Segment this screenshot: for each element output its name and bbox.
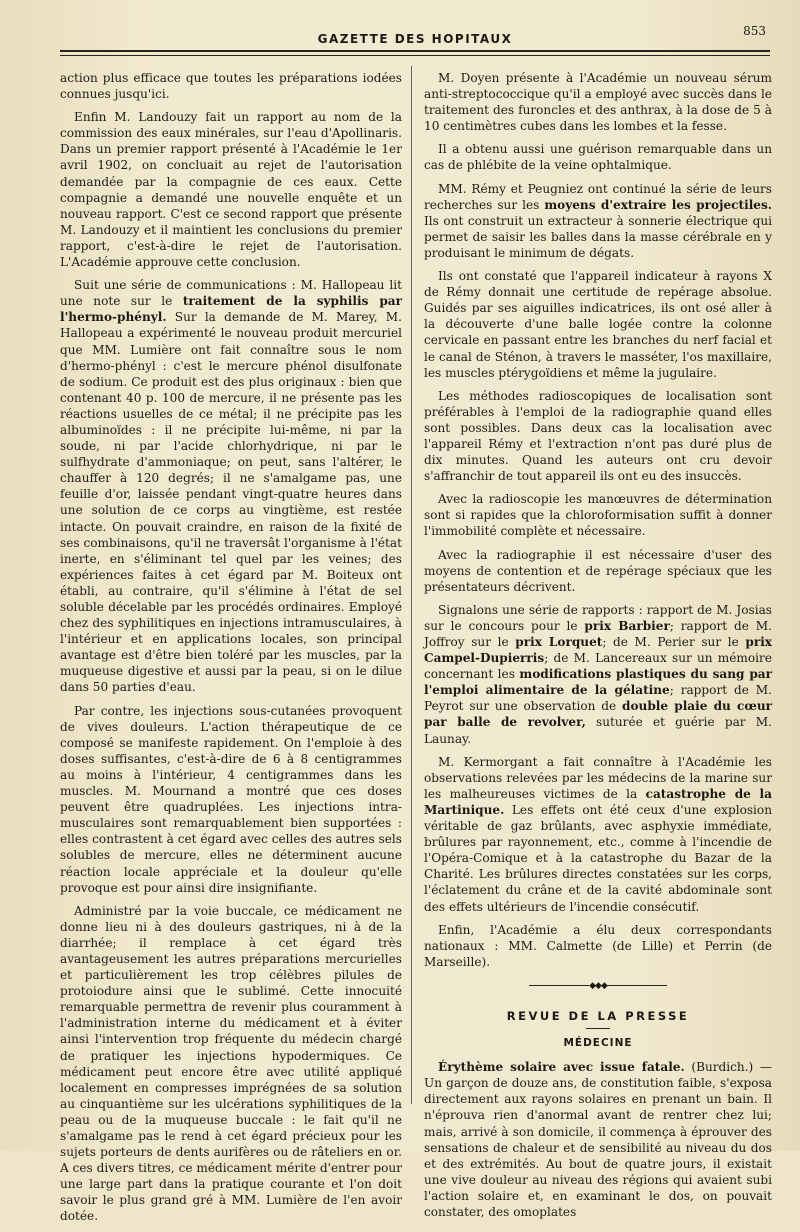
bold-topic: prix Barbier xyxy=(584,618,670,633)
text-run: Les effets ont été ceux d'une explosion véritable de gaz brûlants, avec asphyxie immédiate, brûlures par rayonnement, etc., comme à l'incendie de l'Opéra-Comique et à la catastrophe du Bazar de la Charité. Les brûlures directes constatées sur les corps, l'éclatement du crâne et de la cavité abdominale sont des effets ultérieurs de l'incendie consécutif. xyxy=(424,802,772,914)
paragraph: Enfin M. Landouzy fait un rapport au nom de la commission des eaux minérales, sur l'eau d'Apollinaris. Dans un premier rapport présenté à l'Académie le 1er avril 1902, on concluait au rejet de l'autorisation demandée par la compagnie de ces eaux. Cette compagnie a demandé une nouvelle enquête et un nouveau rapport. C'est ce second rapport que présente M. Landouzy et il maintient les conclusions du premier rapport, c'est-à-dire le rejet de l'autorisation. L'Académie approuve cette conclusion. xyxy=(60,110,402,270)
paragraph xyxy=(424,754,772,915)
column-divider xyxy=(411,66,412,1104)
text-run: M. Kermorgant a fait connaître à l'Académie les observations relevées par les médecins de la marine sur les malheureuses victimes de la xyxy=(424,754,772,801)
text-run: ; rapport de M. Peyrot sur une observation de xyxy=(424,683,772,714)
text-run: Sur la demande de M. Marey, M. Hallopeau a expérimenté le nouveau produit mercuriel que MM. Lumière ont fait connaître sous le nom d'hermo-phényl : c'est le mercure phénol disulfonate de sodium. Ce produit est des plus originaux : bien que contenant 40 p. 100 de mercure, il ne présente pas les réactions usuelles de ce métal; il ne précipite pas les albuminoïdes : il ne précipite lui-même, ni par la soude, ni par l'acide chlorhydrique, ni par le sulfhydrate d'ammoniaque; on peut, sans l'altérer, le chauffer à 120 degrés; il ne s'amalgame pas, une feuille d'or, laissée pendant vingt-quatre heures dans une solution de ce corps au vingtième, est restée intacte. On pouvait craindre, en raison de la fixité de ses combinaisons, qu'il ne traversât l'organisme à l'état inerte, en s'éliminant tel quel par les veines; des expériences faites à cet égard par M. Boiteux ont établi, au contraire, qu'il s'élimine à l'état de sel soluble décelable par les procédés ordinaires. Employé chez des syphilitiques en injections intramusculaires, à l'intérieur et en applications locales, son principal avantage est d'être bien toléré par les muscles, par la muqueuse digestive et aussi par la peau, si on le dilue dans 50 parties d'eau. xyxy=(60,310,402,695)
paragraph: action plus efficace que toutes les préparations iodées connues jusqu'ici. xyxy=(60,71,402,102)
bold-topic: modifications plastiques du sang par l'emploi alimentaire de la gélatine xyxy=(424,667,772,698)
paragraph: Avec la radioscopie les manœuvres de détermination sont si rapides que la chloroformisation suffit à donner l'immobilité complète et nécessaire. xyxy=(424,492,772,539)
paragraph: Ils ont constaté que l'appareil indicateur à rayons X de Rémy donnait une certitude de repérage absolue. Guidés par ses aiguilles indicatrices, ils ont osé aller à la découverte d'une balle logée contre la colonne cervicale en passant entre les branches du nerf facial et le canal de Sténon, à travers le masséter, l'os maxillaire, les muscles ptérygoïdiens et même la jugulaire. xyxy=(424,269,772,380)
text-run: Un garçon de douze ans, de constitution faible, s'exposa directement aux rayons solaires en prenant un bain. Il n'éprouva rien d'anormal avant de rentrer chez lui; mais, arrivé à son domicile, il commença à éprouver des sensations de chaleur et de sensibilité au niveau du dos et des extrémités. Au bout de quatre jours, il existait une vive douleur au niveau des régions qui avaient subi l'action solaire et, en examinant le dos, on pouvait constater, des omoplates xyxy=(424,1076,772,1219)
text-run: MM. Rémy et Peugniez ont continué la série de leurs recherches sur les xyxy=(424,181,772,212)
article-author: (Burdich.) — xyxy=(684,1060,772,1075)
paragraph: Avec la radiographie il est nécessaire d'user des moyens de contention et de repérage spéciaux que les présentateurs décrivent. xyxy=(424,547,772,594)
right-column xyxy=(424,70,772,1227)
text-run: ; de M. Perier sur le xyxy=(602,635,746,649)
bold-topic: traitement de la syphilis par l'hermo-phényl. xyxy=(60,294,402,325)
running-title: GAZETTE DES HOPITAUX xyxy=(317,32,513,46)
text-run: ; rapport de M. Joffroy sur le xyxy=(424,618,772,649)
article-title: Érythème solaire avec issue fatale. xyxy=(438,1060,685,1075)
page-header xyxy=(60,22,770,58)
bold-topic: catastrophe de la Martinique. xyxy=(424,786,772,817)
paragraph: Par contre, les injections sous-cutanées provoquent de vives douleurs. L'action thérapeutique de ce composé se manifeste rapidement. On l'emploie à des doses suffisantes, c'est-à-dire de 6 à 8 centigrammes au moins à l'intérieur, 4 centigrammes dans les muscles. M. Mournand a montré que ces doses peuvent être quadruplées. Les injections intra-musculaires sont remarquablement bien supportées : elles contrastent à cet égard avec celles des autres sels solubles de mercure, elles ne déterminent aucune réaction locale appréciale et la douleur qu'elle provoque est pour ainsi dire insignifiante. xyxy=(60,703,402,895)
text-run: Suit une série de communications : M. Hallopeau lit une note sur le xyxy=(60,278,402,309)
left-column xyxy=(60,70,402,1232)
paragraph: M. Doyen présente à l'Académie un nouveau sérum anti-streptococcique qu'il a employé avec succès dans le traitement des furoncles et des anthrax, à la dose de 5 à 10 centimètres cubes dans les lombes et la fesse. xyxy=(424,71,772,134)
ornament-divider: ◆◆◆ xyxy=(424,978,772,994)
text-run: suturée et guérie par M. Launay. xyxy=(424,715,772,746)
section-subheading: MÉDECINE xyxy=(563,1037,633,1050)
bold-topic: prix Campel-Dupierris xyxy=(424,635,773,666)
paragraph: Administré par la voie buccale, ce médicament ne donne lieu ni à des douleurs gastriques, ni à de la diarrhée; il remplace à cet égard très avantageusement les autres préparations mercurielles et particulièrement les trop célèbres pilules de protoiodure ainsi que le sublimé. Cette innocuité remarquable permettra de revenir plus couramment à l'administration interne du médicament et à éviter ainsi l'intervention trop fréquente du médecin chargé de pratiquer les injections hypodermiques. Ce médicament peut encore être avec utilité appliqué localement en compresses imprégnées de sa solution au cinquantième sur les ulcérations syphilitiques de la peau ou de la muqueuse buccale : le fait qu'il ne s'amalgame pas le rend à cet égard précieux pour les sujets porteurs de dents aurifères ou de râteliers en or. A ces divers titres, ce médicament mérite d'entrer pour une large part dans la pratique courante et l'on doit savoir le plus grand gré à MM. Lumière de l'en avoir dotée. xyxy=(60,903,402,1224)
bold-topic: prix Lorquet xyxy=(515,635,603,649)
header-rule xyxy=(60,50,770,52)
bold-topic: double plaie du cœur par balle de revolver, xyxy=(424,699,772,730)
paragraph: Les méthodes radioscopiques de localisation sont préférables à l'emploi de la radiographie quand elles sont possibles. Dans deux cas la localisation avec l'appareil Rémy et l'extraction n'ont pas duré plus de dix minutes. Quand les auteurs ont cru devoir s'affranchir de tout appareil ils ont eu des insuccès. xyxy=(424,388,772,484)
text-run: Signalons une série de rapports : rapport de M. Josias sur le concours pour le xyxy=(424,602,772,633)
page-number: 853 xyxy=(743,24,766,38)
section-heading: REVUE DE LA PRESSE xyxy=(506,1008,690,1023)
bold-topic: moyens d'extraire les projectiles. xyxy=(544,197,772,212)
text-run: Ils ont construit un extracteur à sonnerie électrique qui permet de saisir les balles dans la masse cérébrale en y produisant le minimum de dégats. xyxy=(424,213,772,260)
paragraph xyxy=(424,181,772,261)
paragraph xyxy=(424,1059,772,1220)
short-rule xyxy=(586,1028,610,1029)
paragraph: Enfin, l'Académie a élu deux correspondants nationaux : MM. Calmette (de Lille) et Perrin (de Marseille). xyxy=(424,922,772,969)
paragraph xyxy=(424,602,772,747)
header-rule-thin xyxy=(60,55,770,56)
paragraph xyxy=(60,277,402,695)
paragraph: Il a obtenu aussi une guérison remarquable dans un cas de phlébite de la veine ophtalmique. xyxy=(424,142,772,173)
text-run: ; de M. Lancereaux sur un mémoire concernant les xyxy=(424,651,772,682)
